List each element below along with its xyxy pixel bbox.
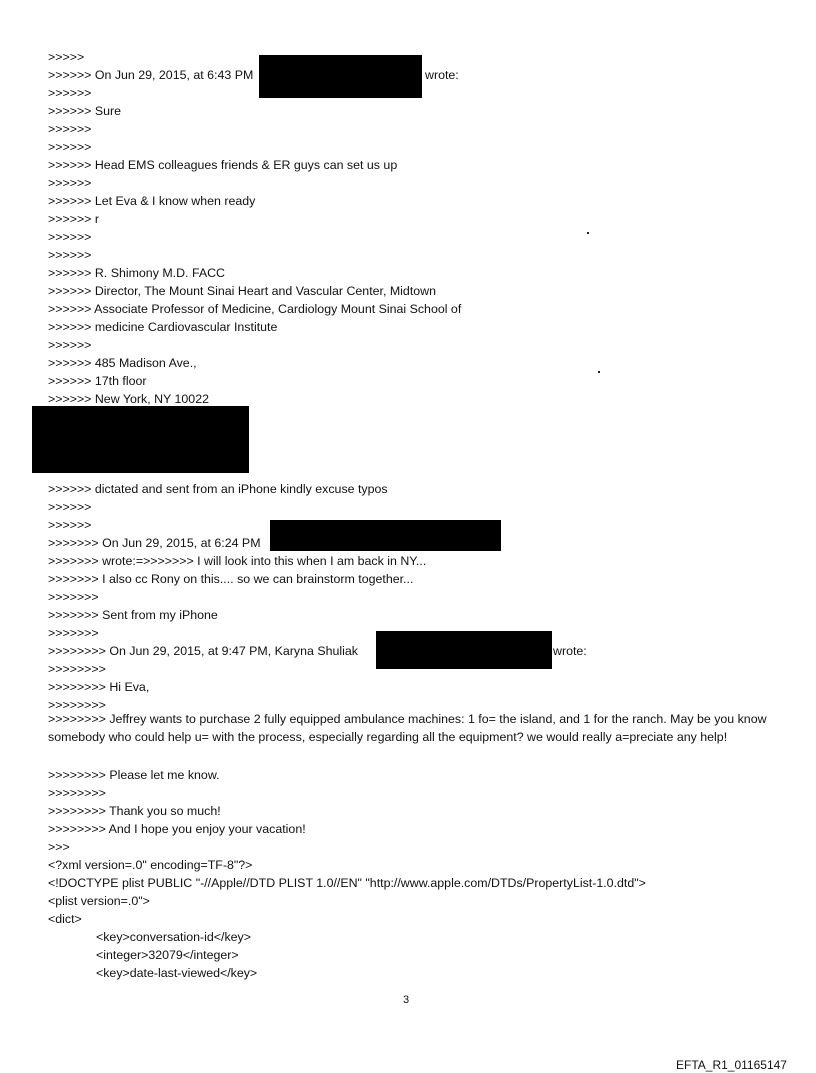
email-line: >>>>>> Head EMS colleagues friends & ER guys can set us up (48, 158, 398, 172)
email-line: >>>>>>>> (48, 698, 106, 712)
email-line: >>>>>>> Sent from my iPhone (48, 608, 218, 622)
email-line: >>>>>>> On Jun 29, 2015, at 6:24 PM (48, 536, 261, 550)
redaction-box (259, 55, 422, 98)
redaction-box (376, 631, 552, 669)
email-line: wrote: (553, 644, 587, 658)
email-line: >>> (48, 840, 70, 854)
email-line: >>>>>>>> (48, 662, 106, 676)
email-line: >>>>>>>> On Jun 29, 2015, at 9:47 PM, Karyna Shuliak (48, 644, 358, 658)
xml-line: <integer>32079</integer> (96, 948, 239, 962)
email-line: >>>>>>>> Hi Eva, (48, 680, 150, 694)
email-line: >>>>>> Sure (48, 104, 122, 118)
document-id: EFTA_R1_01165147 (676, 1058, 787, 1072)
email-line: >>>>>> (48, 176, 92, 190)
stray-mark (587, 232, 589, 234)
email-line: >>>>>> (48, 338, 92, 352)
email-line: >>>>>> medicine Cardiovascular Institute (48, 320, 278, 334)
email-line: >>>>>> 17th floor (48, 374, 147, 388)
email-line: >>>>>> New York, NY 10022 (48, 392, 209, 406)
email-line: >>>>>> Director, The Mount Sinai Heart and Vascular Center, Midtown (48, 284, 436, 298)
email-paragraph: >>>>>>>> Jeffrey wants to purchase 2 fully equipped ambulance machines: 1 fo= the island, and 1 for the ranch. May be you know somebody who could help u= with the process, especially regarding all the equipment? we would really a=preciate any help! (48, 712, 767, 744)
email-line: >>>>>>>> Please let me know. (48, 768, 220, 782)
email-line: >>>>>>>> And I hope you enjoy your vacation! (48, 822, 306, 836)
email-line: >>>>>> 485 Madison Ave., (48, 356, 197, 370)
email-line: >>>>>> (48, 248, 92, 262)
email-line: >>>>>> (48, 140, 92, 154)
email-line: >>>>>> (48, 230, 92, 244)
xml-line: <key>conversation-id</key> (96, 930, 251, 944)
email-line: >>>>>> R. Shimony M.D. FACC (48, 266, 225, 280)
stray-mark (598, 371, 600, 373)
email-line: >>>>>> Associate Professor of Medicine, Cardiology Mount Sinai School of (48, 302, 462, 316)
email-line: >>>>>>> (48, 590, 99, 604)
email-line: >>>>>>>> Thank you so much! (48, 804, 221, 818)
email-line: >>>>>> Let Eva & I know when ready (48, 194, 256, 208)
email-line: >>>>>> (48, 500, 92, 514)
xml-line: <plist version=.0"> (48, 894, 150, 908)
email-line: >>>>>> (48, 86, 92, 100)
redaction-box (270, 520, 501, 551)
xml-line: <dict> (48, 912, 82, 926)
xml-line: <key>date-last-viewed</key> (96, 966, 258, 980)
email-line: wrote: (425, 68, 459, 82)
email-line: >>>>>> (48, 122, 92, 136)
email-line: >>>>>>> (48, 626, 99, 640)
email-line: >>>>>>> I also cc Rony on this.... so we can brainstorm together... (48, 572, 414, 586)
email-line: >>>>>> dictated and sent from an iPhone kindly excuse typos (48, 482, 388, 496)
xml-line: <?xml version=.0" encoding=TF-8"?> (48, 858, 253, 872)
email-line: >>>>>> On Jun 29, 2015, at 6:43 PM (48, 68, 254, 82)
page-number: 3 (403, 994, 410, 1006)
email-line: >>>>>>> wrote:=>>>>>>> I will look into this when I am back in NY... (48, 554, 427, 568)
email-line: >>>>>>>> (48, 786, 106, 800)
email-line: >>>>>> (48, 518, 92, 532)
email-line: >>>>> (48, 50, 85, 64)
xml-line: <!DOCTYPE plist PUBLIC "-//Apple//DTD PLIST 1.0//EN" "http://www.apple.com/DTDs/PropertyList-1.0.dtd"> (48, 876, 646, 890)
email-line: >>>>>> r (48, 212, 99, 226)
redaction-box (32, 406, 249, 473)
